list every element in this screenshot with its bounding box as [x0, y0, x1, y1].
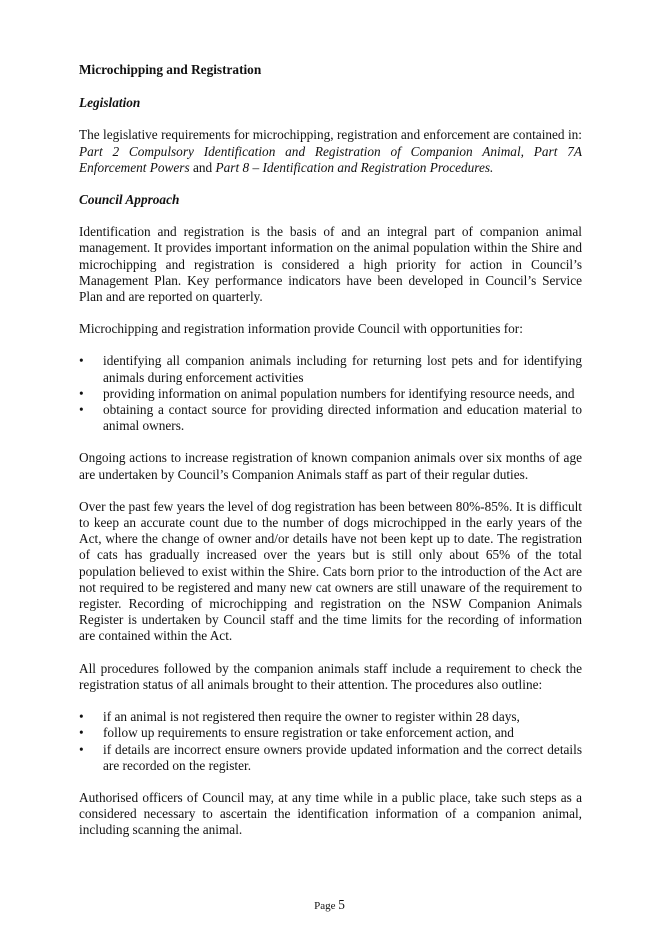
paragraph-identification: Identification and registration is the basis of and an integral part of companion animal management. It provides important information on the animal population within the Shire and microchipping and registration is considered a high priority for action in Council’s Management Plan. Key performance indicators have been developed in Council’s Service Plan and are reported on quarterly.	[79, 224, 582, 305]
legislation-and: and	[189, 159, 216, 175]
bullet-mark: •	[79, 385, 84, 401]
paragraph-authorised-officers: Authorised officers of Council may, at any time while in a public place, take such steps as a considered necessary to ascertain the identification information of a companion animal, including scanning the animal.	[79, 789, 582, 838]
list-item	[79, 725, 582, 741]
paragraph-opportunities: Microchipping and registration information provide Council with opportunities for:	[79, 321, 523, 337]
bullet-mark: •	[79, 741, 84, 757]
section-title: Microchipping and Registration	[79, 62, 262, 77]
list-item-text: follow up requirements to ensure registration or take enforcement action, and	[103, 725, 514, 741]
document-page	[79, 62, 582, 855]
list-item	[79, 402, 582, 434]
list-item-text: providing information on animal population numbers for identifying resource needs, and	[103, 385, 575, 401]
list-item-text: obtaining a contact source for providing directed information and education material to animal owners.	[103, 402, 582, 434]
list-item-text: if details are incorrect ensure owners provide updated information and the correct details are recorded on the register.	[103, 741, 582, 773]
paragraph-procedures: All procedures followed by the companion animals staff include a requirement to check the registration status of all animals brought to their attention. The procedures also outline:	[79, 660, 582, 692]
procedures-list	[79, 709, 582, 774]
bullet-mark: •	[79, 353, 84, 369]
list-item-text: if an animal is not registered then require the owner to register within 28 days,	[103, 709, 520, 725]
paragraph-registration-levels: Over the past few years the level of dog registration has been between 80%-85%. It is difficult to keep an accurate count due to the number of dogs microchipped in the early years of the Act, where the change of owner and/or details have not been kept up to date. The registration of cats has gradually increased over the years but is still only about 65% of the total population believed to exist within the Shire. Cats born prior to the introduction of the Act are not required to be registered and many new cat owners are still unaware of the requirement to register. Recording of microchipping and registration on the NSW Companion Animals Register is undertaken by Council staff and the time limits for the recording of information are contained within the Act.	[79, 498, 582, 644]
list-item	[79, 353, 582, 385]
list-item	[79, 386, 582, 402]
legislation-heading: Legislation	[79, 95, 141, 111]
opportunities-list	[79, 353, 582, 434]
bullet-mark: •	[79, 709, 84, 725]
legislation-part-2-7a: Part 2 Compulsory Identification and Registration of Companion Animal, Part 7A Enforcement Powers	[79, 143, 582, 175]
bullet-mark: •	[79, 725, 84, 741]
page-footer	[0, 897, 659, 913]
list-item-text: identifying all companion animals including for returning lost pets and for identifying animals during enforcement activities	[103, 353, 582, 385]
council-approach-heading: Council Approach	[79, 192, 180, 208]
legislation-intro: The legislative requirements for microchipping, registration and enforcement are contained in:	[79, 127, 582, 143]
list-item	[79, 709, 582, 725]
paragraph-ongoing-actions: Ongoing actions to increase registration of known companion animals over six months of age are undertaken by Council’s Companion Animals staff as part of their regular duties.	[79, 450, 582, 482]
bullet-mark: •	[79, 402, 84, 418]
page-label: Page	[314, 900, 336, 912]
page-number: 5	[338, 897, 345, 912]
legislation-part-8: Part 8 – Identification and Registration Procedures.	[215, 159, 494, 175]
legislation-paragraph	[79, 127, 582, 176]
list-item	[79, 742, 582, 774]
